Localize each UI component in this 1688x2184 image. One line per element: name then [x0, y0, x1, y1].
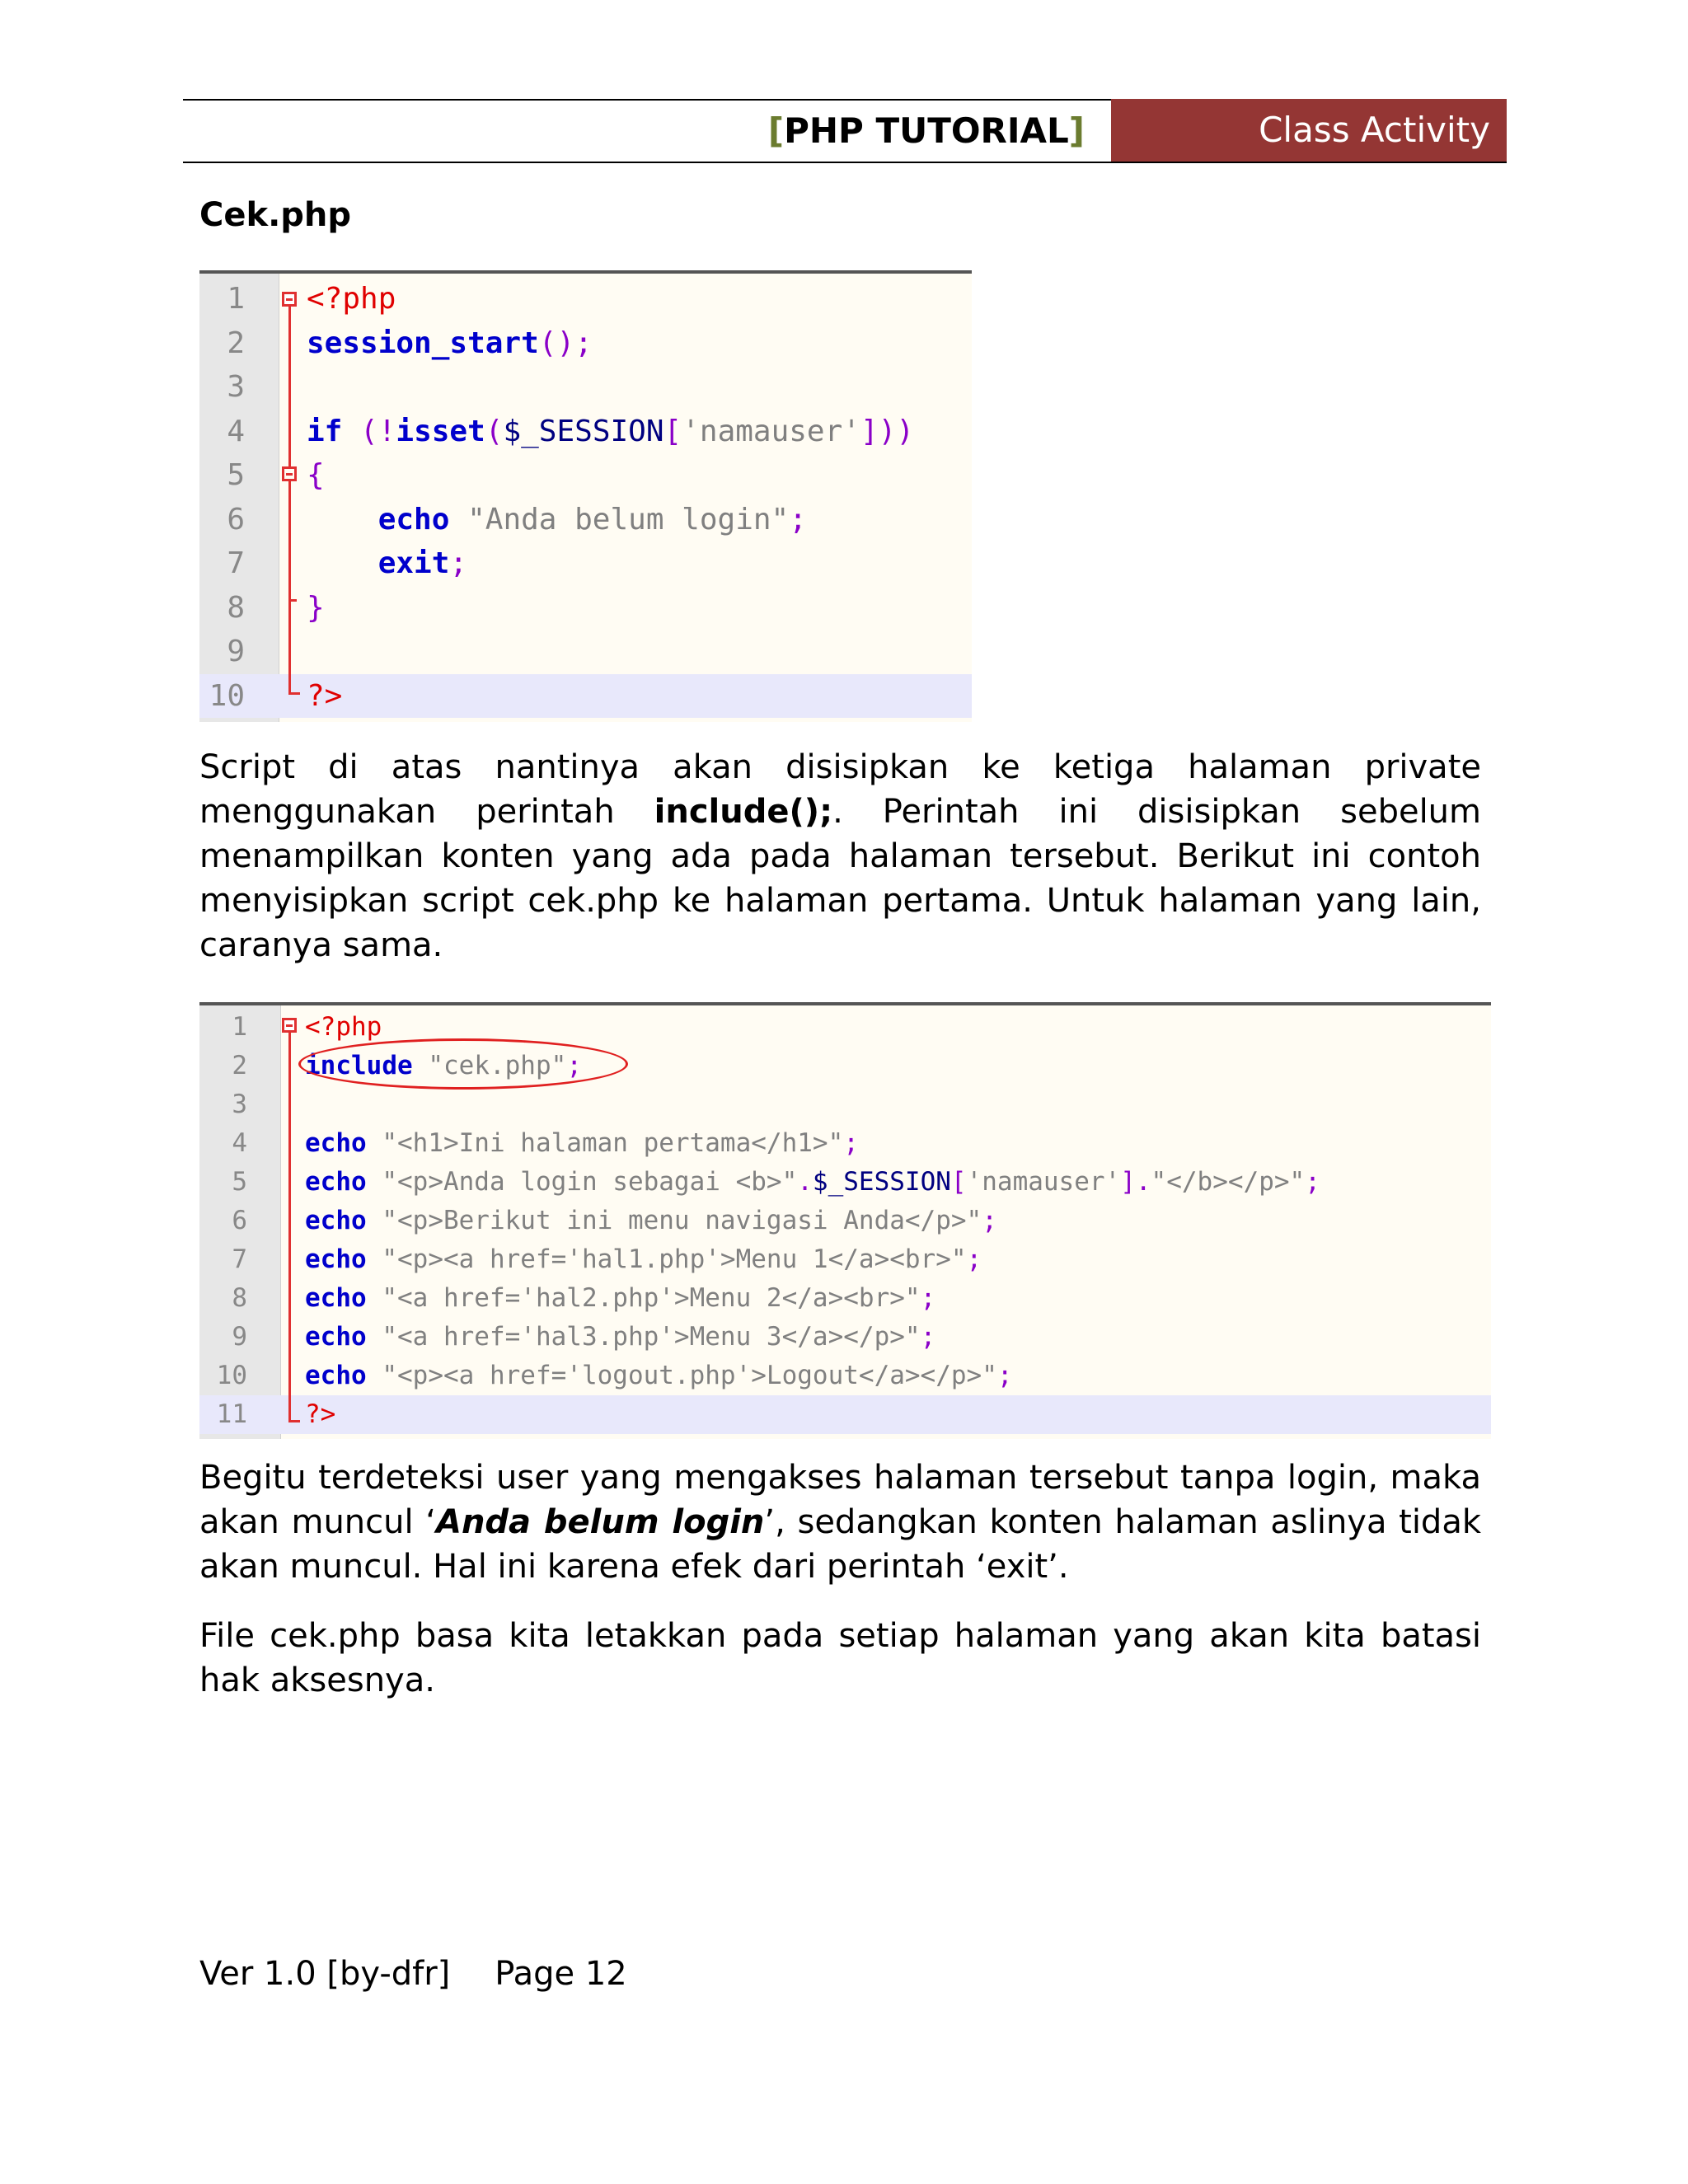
code-token [307, 503, 378, 537]
line-source [305, 1318, 935, 1357]
footer-version: Ver 1.0 [by-dfr] [199, 1955, 451, 1993]
code-line [199, 1395, 1491, 1434]
code-token: echo [305, 1322, 367, 1352]
code-token: } [307, 590, 325, 625]
line-number: 6 [227, 502, 245, 537]
code-line [199, 277, 972, 321]
code-token: ])) [860, 414, 914, 448]
line-source [305, 1202, 997, 1240]
header-title [768, 101, 1085, 162]
line-number: 2 [227, 326, 245, 360]
code-token: echo [305, 1283, 367, 1313]
code-token: session_start [307, 326, 539, 360]
code-token: ; [966, 1244, 982, 1274]
paragraph-login-message [199, 1455, 1481, 1589]
line-number: 5 [232, 1167, 247, 1197]
code-block-cek [199, 270, 972, 722]
header-title-text: PHP TUTORIAL [784, 110, 1069, 151]
code-token: <?php [305, 1012, 382, 1042]
code-line [199, 630, 972, 674]
paragraph-text: ’, sedangkan konten halaman aslinya tidak akan muncul. Hal ini karena efek dari perintah ‘exit’. [199, 1503, 1481, 1586]
code-token: "<p>Anda login sebagai <b>" [382, 1167, 798, 1197]
line-number: 3 [227, 370, 245, 404]
code-line [199, 410, 972, 454]
line-number: 9 [232, 1322, 247, 1352]
paragraph-text: Script di atas nantinya akan disisipkan ke ketiga halaman private menggunakan perintah [199, 748, 1481, 831]
line-source [307, 410, 914, 454]
code-line [199, 1357, 1491, 1395]
code-line [199, 453, 972, 498]
code-token: (! [342, 414, 396, 448]
code-token: echo [377, 502, 450, 537]
code-token: ; [449, 546, 468, 580]
fold-collapse-icon[interactable] [282, 1018, 297, 1033]
code-token [367, 1283, 382, 1313]
line-number: 4 [227, 414, 245, 448]
line-number: 8 [232, 1283, 247, 1313]
page-footer [199, 1955, 627, 1993]
code-line [199, 1202, 1491, 1240]
line-source [305, 1163, 1320, 1202]
code-token [367, 1361, 382, 1390]
code-token: 'namauser' [966, 1167, 1121, 1197]
section-heading: Cek.php [199, 196, 352, 234]
code-token: echo [305, 1167, 367, 1197]
line-number: 10 [209, 678, 245, 713]
code-token: ; [843, 1128, 859, 1158]
paragraph-access-note: File cek.php basa kita letakkan pada setiap halaman yang akan kita batasi hak aksesnya. [199, 1617, 1481, 1699]
code-token: "<p><a href='logout.php'>Logout</a></p>" [382, 1361, 997, 1390]
code-token: "<p>Berikut ini menu navigasi Anda</p>" [382, 1206, 982, 1235]
paragraph-include [199, 745, 1481, 968]
paragraph-text: . Perintah ini disisipkan sebelum menampilkan konten yang ada pada halaman tersebut. Berikut ini contoh menyisipkan script cek.php ke halaman pertama. Untuk halaman yang lain, caranya sama. [199, 793, 1482, 964]
code-token: "<a href='hal2.php'>Menu 2</a><br>" [382, 1283, 921, 1313]
line-number: 5 [227, 458, 245, 492]
code-token [307, 546, 378, 580]
code-token [367, 1322, 382, 1352]
code-token: ]. [1120, 1167, 1151, 1197]
code-token: exit [377, 546, 450, 580]
code-line [199, 1124, 1491, 1163]
code-line [199, 1163, 1491, 1202]
code-token: ; [1305, 1167, 1320, 1197]
code-token: "<h1>Ini halaman pertama</h1>" [382, 1128, 844, 1158]
code-token [367, 1128, 382, 1158]
code-token [367, 1206, 382, 1235]
code-token: "<a href='hal3.php'>Menu 3</a></p>" [382, 1322, 921, 1352]
line-number: 1 [232, 1012, 247, 1042]
code-token: echo [305, 1244, 367, 1274]
code-token: ; [566, 1051, 582, 1080]
code-token: isset [396, 414, 485, 448]
code-token: ; [996, 1361, 1013, 1390]
code-token: ?> [307, 678, 343, 713]
code-token: "cek.php" [428, 1051, 567, 1080]
line-number: 9 [227, 635, 245, 668]
code-token [449, 503, 467, 537]
footer-page-number: Page 12 [495, 1955, 627, 1993]
code-block-halaman-pertama [199, 1002, 1491, 1439]
line-number: 7 [227, 546, 245, 580]
line-number: 11 [216, 1399, 247, 1429]
fold-collapse-icon[interactable] [282, 292, 297, 307]
line-source [307, 586, 325, 630]
line-number: 6 [232, 1206, 247, 1235]
code-token: (); [538, 326, 593, 360]
paragraph-bold-italic-text: Anda belum login [435, 1503, 765, 1541]
code-token: "Anda belum login" [467, 502, 790, 537]
line-source [307, 453, 325, 498]
code-token: ?> [305, 1399, 336, 1429]
code-token: 'namauser' [682, 414, 860, 448]
code-line [199, 541, 972, 586]
line-number: 1 [227, 282, 245, 316]
paragraph-bold-text: include(); [654, 793, 833, 831]
code-token: include [305, 1051, 413, 1080]
code-line [199, 674, 972, 719]
code-line [199, 321, 972, 366]
line-number: 4 [232, 1128, 247, 1158]
code-token: ; [920, 1322, 936, 1352]
code-line [199, 586, 972, 630]
header-bracket-close: ] [1068, 110, 1085, 151]
code-token: ; [920, 1283, 936, 1313]
fold-collapse-icon[interactable] [282, 466, 297, 481]
code-token: "<p><a href='hal1.php'>Menu 1</a><br>" [382, 1244, 967, 1274]
line-source [305, 1395, 335, 1434]
code-token: ; [789, 502, 807, 537]
line-source [305, 1240, 982, 1279]
code-token: echo [305, 1128, 367, 1158]
line-number: 3 [232, 1090, 247, 1119]
line-source [305, 1124, 859, 1163]
paragraph-text: Begitu terdeteksi user yang mengakses halaman tersebut tanpa login, maka akan muncul ‘ [199, 1459, 1481, 1541]
code-token: echo [305, 1206, 367, 1235]
code-token: $_SESSION [503, 414, 664, 448]
line-source [307, 541, 467, 586]
page-header [183, 99, 1507, 163]
code-token: echo [305, 1361, 367, 1390]
line-source [307, 277, 396, 321]
code-token [367, 1167, 382, 1197]
header-section-label: Class Activity [1111, 99, 1507, 162]
code-line [199, 498, 972, 542]
fold-line [288, 1033, 291, 1420]
code-line [199, 1279, 1491, 1318]
line-source [307, 674, 342, 719]
code-line [199, 365, 972, 410]
line-number: 7 [232, 1244, 247, 1274]
code-token: ; [982, 1206, 997, 1235]
line-source [305, 1357, 1013, 1395]
line-source [305, 1008, 382, 1047]
code-token: [ [950, 1167, 967, 1197]
line-source [305, 1279, 935, 1318]
code-line [199, 1240, 1491, 1279]
highlight-oval-annotation [298, 1038, 628, 1090]
code-line [199, 1085, 1491, 1124]
line-number: 2 [232, 1051, 247, 1080]
fold-end-marker [288, 692, 300, 695]
line-source [307, 498, 807, 542]
code-token: $_SESSION [812, 1167, 951, 1197]
fold-end-marker [288, 1420, 300, 1422]
fold-end-marker [288, 599, 297, 602]
line-number: 10 [216, 1361, 247, 1390]
code-token: if [307, 414, 343, 448]
line-source [307, 321, 593, 366]
code-token: [ [663, 414, 682, 448]
line-number: 8 [227, 590, 245, 625]
code-token: <?php [307, 282, 396, 316]
code-token: "</b></p>" [1151, 1167, 1306, 1197]
header-bracket-open: [ [767, 110, 785, 151]
code-token: ( [485, 414, 504, 448]
fold-line [288, 307, 291, 692]
code-token: { [307, 458, 325, 492]
code-line [199, 1318, 1491, 1357]
code-token: . [797, 1167, 813, 1197]
code-token [367, 1244, 382, 1274]
